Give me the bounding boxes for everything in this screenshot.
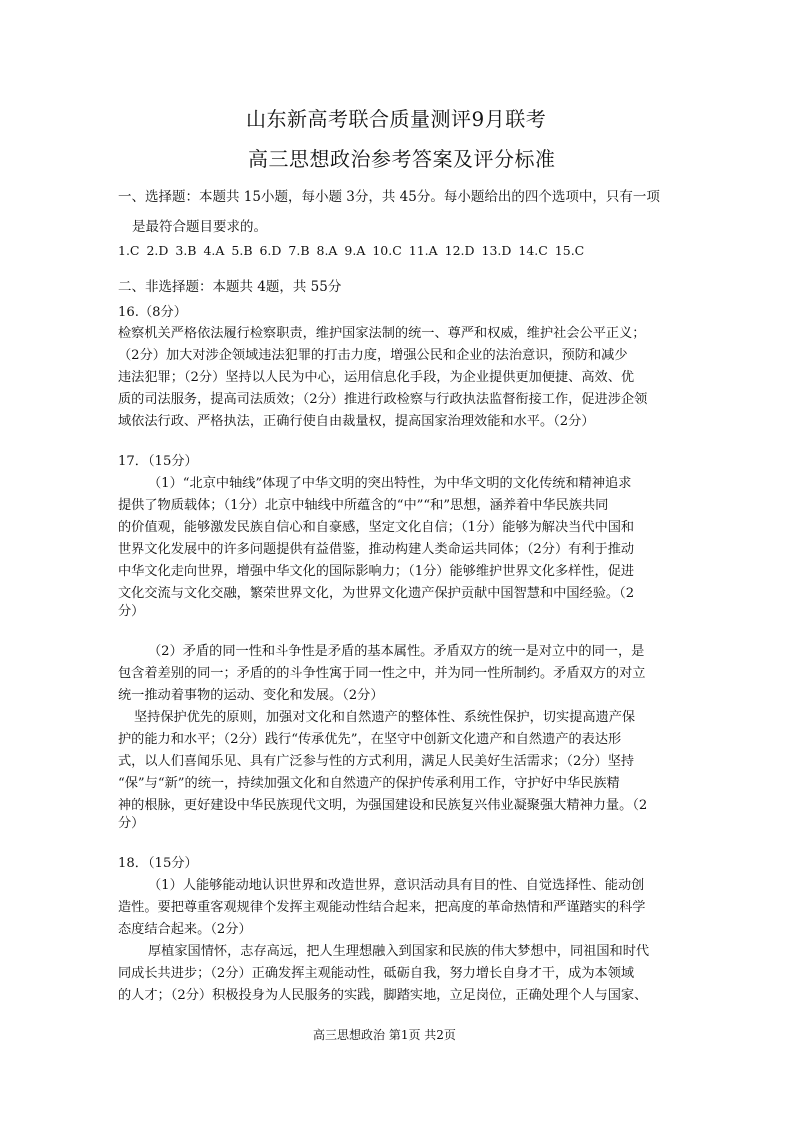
page-subtitle: 高三思想政治参考答案及评分标准 bbox=[248, 147, 556, 171]
q17-part1-line: （1）“北京中轴线”体现了中华文明的突出特性，为中华文明的文化传统和精神追求 bbox=[148, 476, 632, 491]
q18-line: 的人才；（2分）积极投身为人民服务的实践，脚踏实地，立足岗位，正确处理个人与国家、 bbox=[118, 988, 648, 1003]
q17-heading: 17．（15分） bbox=[118, 454, 198, 469]
page-title: 山东新高考联合质量测评9月联考 bbox=[246, 107, 547, 131]
q16-line: 检察机关严格依法履行检察职责，维护国家法制的统一、尊严和权威，维护社会公平正义； bbox=[118, 326, 646, 341]
q17-part1-line: 提供了物质载体；（1分）北京中轴线中所蕴含的“中”“和”思想，涵养着中华民族共同 bbox=[118, 498, 609, 513]
q16-line: （2分）加大对涉企领域违法犯罪的打击力度，增强公民和企业的法治意识，预防和减少 bbox=[118, 348, 628, 363]
q16-line: 违法犯罪；（2分）坚持以人民为中心，运用信息化手段，为企业提供更加便捷、高效、优 bbox=[118, 370, 635, 385]
q17-part2-line: （2）矛盾的同一性和斗争性是矛盾的基本属性。矛盾双方的统一是对立中的同一，是 bbox=[148, 644, 645, 659]
q16-line: 域依法行政、严格执法，正确行使自由裁量权，提高国家治理效能和水平。（2分） bbox=[118, 414, 595, 429]
q17-part2-line: “保”与“新”的统一，持续加强文化和自然遗产的保护传承利用工作，守护好中华民族精 bbox=[118, 776, 620, 791]
q17-part1-line: 分） bbox=[118, 604, 145, 619]
q17-part1-line: 中华文化走向世界，增强中华文化的国际影响力；（1分）能够维护世界文化多样性，促进 bbox=[118, 564, 635, 579]
q18-line: 态度结合起来。（2分） bbox=[118, 922, 252, 937]
q17-part2-line: 神的根脉，更好建设中华民族现代文明，为强国建设和民族复兴伟业凝聚强大精神力量。（2 bbox=[118, 798, 648, 813]
q18-line: 厚植家国情怀，志存高远，把人生理想融入到国家和民族的伟大梦想中，同祖国和时代 bbox=[148, 944, 650, 959]
q17-part2-line: 护的能力和水平；（2分）践行“传承优先”，在坚守中创新文化遗产和自然遗产的表达形 bbox=[118, 732, 622, 747]
q18-line: （1）人能够能动地认识世界和改造世界，意识活动具有目的性、自觉选择性、能动创 bbox=[148, 878, 645, 893]
q18-line: 造性。要把尊重客观规律个发挥主观能动性结合起来，把高度的革命热情和严谨踏实的科学 bbox=[118, 900, 646, 915]
section2-header: 二、非选择题：本题共 4题，共 55分 bbox=[118, 279, 342, 295]
q17-part2-line: 包含着差别的同一；矛盾的的斗争性寓于同一性之中，并为同一性所制约。矛盾双方的对立 bbox=[118, 666, 646, 681]
q17-part2-line: 统一推动着事物的运动、变化和发展。（2分） bbox=[118, 688, 384, 703]
q17-part1-line: 文化交流与文化交融，繁荣世界文化，为世界文化遗产保护贡献中国智慧和中国经验。（2 bbox=[118, 586, 635, 601]
q16-line: 质的司法服务，提高司法质效；（2分）推进行政检察与行政执法监督衔接工作，促进涉企领 bbox=[118, 392, 648, 407]
q17-part1-line: 的价值观，能够激发民族自信心和自豪感，坚定文化自信；（1分）能够为解决当代中国和 bbox=[118, 520, 635, 535]
page-footer: 高三思想政治 第1页 共2页 bbox=[313, 1028, 456, 1042]
q18-line: 同成长共进步；（2分）正确发挥主观能动性，砥砺自我，努力增长自身才干，成为本领域 bbox=[118, 966, 635, 981]
q16-heading: 16.（8分） bbox=[118, 305, 187, 320]
q18-heading: 18．（15分） bbox=[118, 856, 198, 871]
section1-header: 一、选择题：本题共 15小题，每小题 3分，共 45分。每小题给出的四个选项中，只有一项 bbox=[118, 189, 660, 205]
q17-part2-line: 式，以人们喜闻乐见、具有广泛参与性的方式利用，满足人民美好生活需求；（2分）坚持 bbox=[118, 754, 635, 769]
q17-part2-line: 坚持保护优先的原则，加强对文化和自然遗产的整体性、系统性保护，切实提高遗产保 bbox=[134, 710, 636, 725]
section1-header-cont: 是最符合题目要求的。 bbox=[132, 219, 267, 235]
q17-part2-line: 分） bbox=[118, 816, 145, 831]
choice-answers: 1.C 2.D 3.B 4.A 5.B 6.D 7.B 8.A 9.A 10.C 11.A 12.D 13.D 14.C 15.C bbox=[118, 243, 585, 258]
q17-part1-line: 世界文化发展中的许多问题提供有益借鉴，推动构建人类命运共同体；（2分）有利于推动 bbox=[118, 542, 635, 557]
